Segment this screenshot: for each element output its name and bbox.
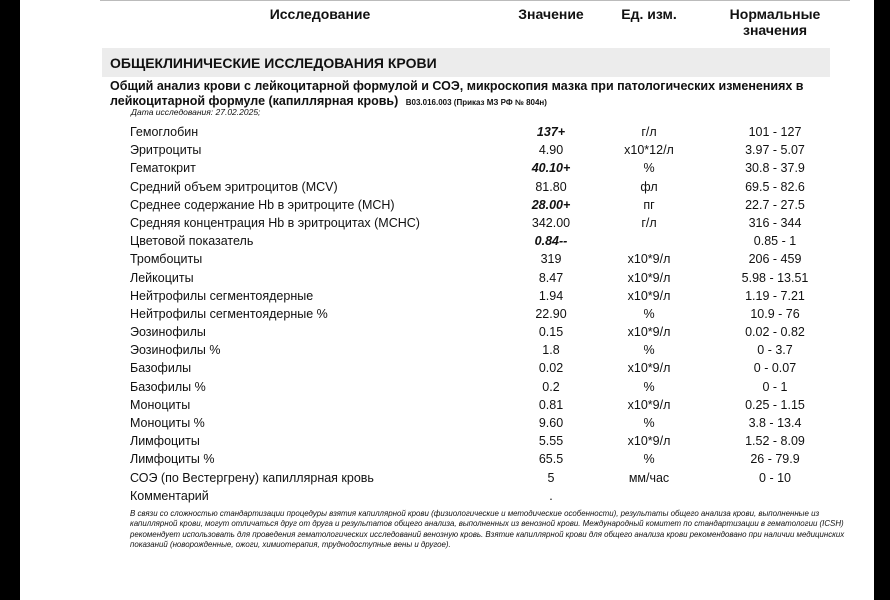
row-name: Нейтрофилы сегментоядерные xyxy=(130,288,314,303)
row-value: 5 xyxy=(547,470,555,485)
test-code: B03.016.003 (Приказ МЗ РФ № 804н) xyxy=(405,98,547,107)
row-unit: % xyxy=(643,379,655,394)
row-name: Цветовой показатель xyxy=(130,234,254,249)
row-value: 0.15 xyxy=(538,325,564,340)
results-table xyxy=(20,122,874,504)
row-name: Гематокрит xyxy=(130,161,196,176)
row-value: 1.8 xyxy=(542,343,560,358)
row-value: 0.02 xyxy=(538,361,564,376)
row-value: 40.10+ xyxy=(531,161,571,176)
row-norm: 316 - 344 xyxy=(748,215,802,230)
report-page xyxy=(20,0,874,600)
row-norm: 0 - 10 xyxy=(759,470,791,485)
row-name: Средний объем эритроцитов (MCV) xyxy=(130,179,338,194)
row-value: 22.90 xyxy=(535,306,567,321)
row-value: 342.00 xyxy=(531,215,571,230)
row-value: 9.60 xyxy=(538,416,564,430)
row-value: . xyxy=(549,488,553,503)
row-norm: 5.98 - 13.51 xyxy=(741,270,809,285)
table-row xyxy=(20,395,874,413)
row-norm: 30.8 - 37.9 xyxy=(745,161,805,176)
table-row xyxy=(20,413,874,431)
row-norm: 22.7 - 27.5 xyxy=(745,197,805,212)
row-unit: x10*9/л xyxy=(627,252,671,267)
column-header-norm-line2: значения xyxy=(743,22,807,38)
table-row xyxy=(20,449,874,467)
column-header-norm-line1: Нормальные xyxy=(729,6,821,22)
row-name: Средняя концентрация Hb в эритроцитах (MCHC) xyxy=(130,215,420,230)
row-norm: 26 - 79.9 xyxy=(750,452,800,467)
row-value: 8.47 xyxy=(538,270,564,285)
table-row xyxy=(20,468,874,486)
row-name: Эозинофилы xyxy=(130,325,206,340)
row-unit: x10*9/л xyxy=(627,325,671,340)
section-title: ОБЩЕКЛИНИЧЕСКИЕ ИССЛЕДОВАНИЯ КРОВИ xyxy=(110,55,437,71)
table-row xyxy=(20,377,874,395)
table-row xyxy=(20,140,874,158)
table-row xyxy=(20,122,874,140)
row-value: 65.5 xyxy=(538,452,564,467)
row-value: 4.90 xyxy=(538,143,564,158)
table-row xyxy=(20,213,874,231)
table-row xyxy=(20,358,874,376)
row-name: Базофилы xyxy=(130,361,192,376)
row-value: 319 xyxy=(540,252,562,267)
top-rule xyxy=(100,0,850,1)
row-norm: 69.5 - 82.6 xyxy=(745,179,805,194)
row-value: 5.55 xyxy=(538,434,564,449)
table-row xyxy=(20,231,874,249)
test-date: Дата исследования: 27.02.2025; xyxy=(131,107,261,117)
row-norm: 3.97 - 5.07 xyxy=(745,143,805,158)
row-norm: 0.85 - 1 xyxy=(753,234,797,249)
row-name: Нейтрофилы сегментоядерные % xyxy=(130,306,328,321)
row-value: 0.84-- xyxy=(534,234,568,249)
row-norm: 1.52 - 8.09 xyxy=(745,434,805,449)
row-unit: мм/час xyxy=(628,470,670,485)
row-value: 1.94 xyxy=(538,288,564,303)
row-value: 137+ xyxy=(536,125,566,139)
test-title-text: Общий анализ крови с лейкоцитарной формулой и СОЭ, микроскопия мазка при патологических изменениях в лейкоцитарной формуле (капиллярная кровь) xyxy=(110,79,804,108)
row-norm: 10.9 - 76 xyxy=(750,306,800,321)
footnote: В связи со сложностью стандартизации процедуры взятия капиллярной крови (физиологические и методические особенности), результаты общего анализа крови, выполненные из капиллярной крови, могут отличаться друг от друга и результатов общего анализа, выполненных из венозной крови. Международный комитет по стандартизации в гематологии (ICSH) рекомендует использовать для проведения гематологических исследований венозную кровь. Взятие капиллярной крови для общего анализа крови рекомендовано при наличии медицинских показаний (новорожденные, ожоги, химиотерапия, труднодоступные вены и другое). xyxy=(130,509,845,550)
row-name: Лимфоциты xyxy=(130,434,200,449)
row-name: Комментарий xyxy=(130,488,209,503)
row-norm: 0 - 3.7 xyxy=(757,343,793,358)
row-norm: 3.8 - 13.4 xyxy=(748,416,802,430)
row-name: Тромбоциты xyxy=(130,252,203,267)
row-name: СОЭ (по Вестергрену) капиллярная кровь xyxy=(130,470,374,485)
row-name: Моноциты % xyxy=(130,416,205,430)
row-value: 0.2 xyxy=(542,379,560,394)
row-unit: x10*9/л xyxy=(627,270,671,285)
row-norm: 0.25 - 1.15 xyxy=(745,397,805,412)
row-unit: % xyxy=(643,161,655,176)
row-name: Базофилы % xyxy=(130,379,206,394)
row-value: 28.00+ xyxy=(531,197,571,212)
row-unit: x10*9/л xyxy=(627,434,671,449)
row-norm: 0 - 0.07 xyxy=(753,361,797,376)
row-name: Лимфоциты % xyxy=(130,452,215,467)
row-unit: г/л xyxy=(641,125,657,139)
row-norm: 0.02 - 0.82 xyxy=(745,325,805,340)
row-value: 0.81 xyxy=(538,397,564,412)
column-header-test: Исследование xyxy=(269,6,371,22)
row-unit: x10*9/л xyxy=(627,288,671,303)
row-unit: x10*9/л xyxy=(627,397,671,412)
row-name: Гемоглобин xyxy=(130,125,199,139)
row-unit: % xyxy=(643,343,655,358)
table-row xyxy=(20,195,874,213)
row-name: Среднее содержание Hb в эритроците (MCH) xyxy=(130,197,395,212)
column-header-norm xyxy=(710,6,840,38)
test-title xyxy=(110,79,830,110)
row-norm: 206 - 459 xyxy=(748,252,802,267)
row-norm: 1.19 - 7.21 xyxy=(745,288,805,303)
table-row xyxy=(20,431,874,449)
row-unit: % xyxy=(643,306,655,321)
row-unit: г/л xyxy=(641,215,657,230)
row-name: Моноциты xyxy=(130,397,191,412)
table-row xyxy=(20,249,874,267)
row-unit: фл xyxy=(640,179,658,194)
row-norm: 0 - 1 xyxy=(762,379,788,394)
table-row xyxy=(20,268,874,286)
row-name: Эозинофилы % xyxy=(130,343,221,358)
row-name: Эритроциты xyxy=(130,143,202,158)
table-row xyxy=(20,486,874,504)
row-unit: x10*12/л xyxy=(624,143,674,158)
table-row xyxy=(20,286,874,304)
table-row xyxy=(20,304,874,322)
column-header-value: Значение xyxy=(518,6,584,22)
table-row xyxy=(20,158,874,176)
row-norm: 101 - 127 xyxy=(748,125,802,139)
row-value: 81.80 xyxy=(535,179,567,194)
row-unit: x10*9/л xyxy=(627,361,671,376)
table-row xyxy=(20,340,874,358)
row-name: Лейкоциты xyxy=(130,270,194,285)
row-unit: % xyxy=(643,452,655,467)
table-row xyxy=(20,177,874,195)
column-header-unit: Ед. изм. xyxy=(621,6,677,22)
row-unit: % xyxy=(643,416,655,430)
row-unit: пг xyxy=(643,197,655,212)
table-row xyxy=(20,322,874,340)
